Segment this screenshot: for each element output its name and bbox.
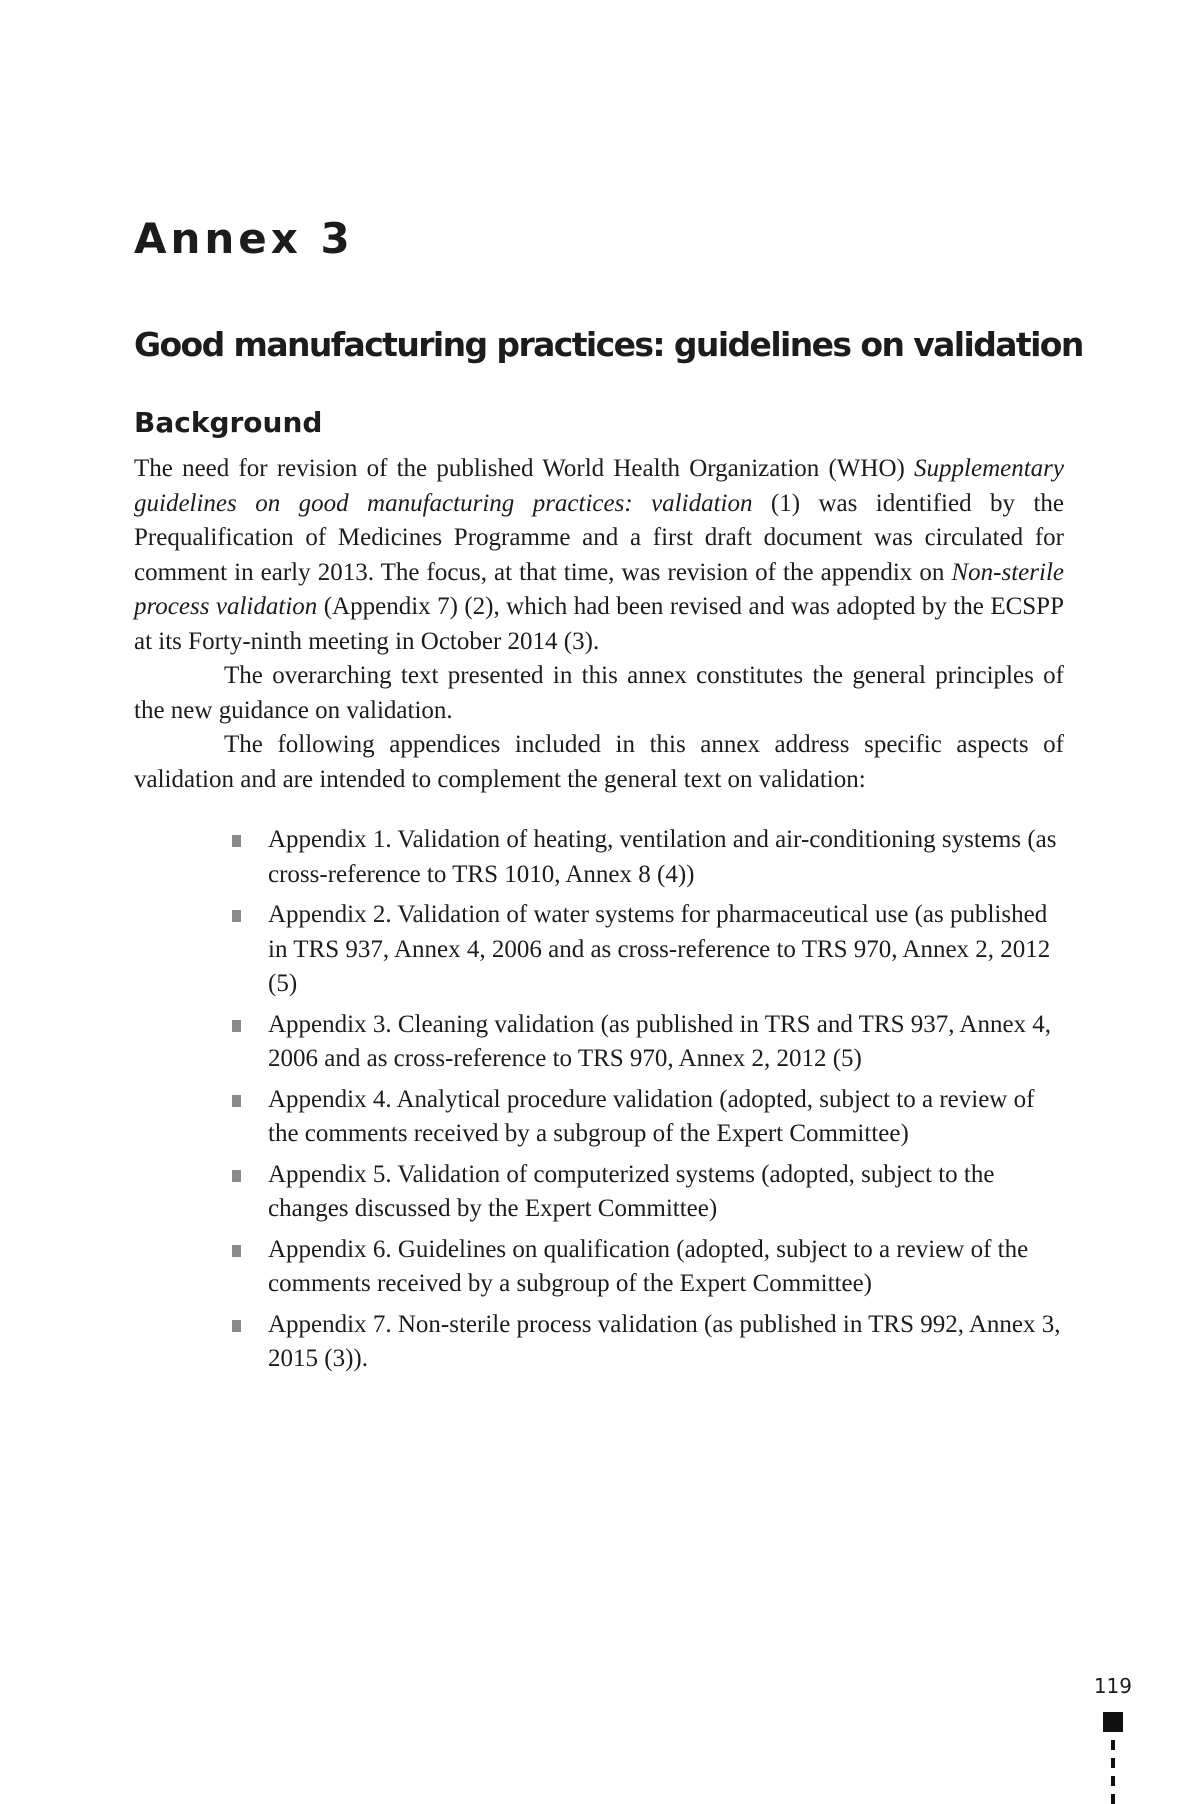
paragraph-3: The following appendices included in this annex address specific aspects of validation and are intended to complement the general text on validation: [134,731,1064,793]
list-item [268,898,1064,1002]
appendix-2-text: Appendix 2. Validation of water systems for pharmaceutical use (as published in TRS 937, Annex 4, 2006 and as cross-reference to TRS 970, Annex 2, 2012 (5) [268,901,1051,997]
bullet-icon [232,1020,241,1032]
appendix-list [134,823,1064,1377]
annex-title: Annex 3 [134,214,354,263]
paragraph-1-part-3: (Appendix 7) (2), which had been revised and was adopted by the ECSPP at its Forty-ninth meeting in October 2014 (3). [134,593,1064,655]
paragraph-1-italic-1: Supplementary guidelines on good manufacturing practices: validation [134,455,1064,517]
list-item [268,1233,1064,1302]
bullet-icon [232,1245,241,1257]
appendix-4-text: Appendix 4. Analytical procedure validation (adopted, subject to a review of the comments received by a subgroup of the Expert Committee) [268,1085,1035,1147]
marker-dash [1111,1794,1115,1804]
appendix-6-text: Appendix 6. Guidelines on qualification (adopted, subject to a review of the comments received by a subgroup of the Expert Committee) [268,1235,1029,1297]
paragraph-2: The overarching text presented in this annex constitutes the general principles of the new guidance on validation. [134,662,1064,724]
body-text [134,452,1064,1383]
section-heading-background: Background [134,406,323,439]
list-item [268,823,1064,892]
paragraph-1 [134,452,1064,659]
marker-dash [1111,1776,1115,1786]
document-title: Good manufacturing practices: guidelines on validation [134,325,1083,364]
appendix-5-text: Appendix 5. Validation of computerized systems (adopted, subject to the changes discussed by the Expert Committee) [268,1160,995,1222]
bullet-icon [232,910,241,922]
appendix-3-text: Appendix 3. Cleaning validation (as published in TRS and TRS 937, Annex 4, 2006 and as cross-reference to TRS 970, Annex 2, 2012 (5) [268,1010,1052,1072]
bullet-icon [232,1320,241,1332]
bullet-icon [232,1095,241,1107]
list-item [268,1158,1064,1227]
paragraph-1-part-1: The need for revision of the published World Health Organization (WHO) [134,455,915,482]
page-number: 119 [1093,1674,1132,1698]
appendix-1-text: Appendix 1. Validation of heating, ventilation and air-conditioning systems (as cross-reference to TRS 1010, Annex 8 (4)) [268,826,1057,888]
paragraph-1-part-2: (1) was identified by the Prequalification of Medicines Programme and a first draft document was circulated for comment in early 2013. The focus, at that time, was revision of the appendix on [134,489,1064,586]
bullet-icon [232,1170,241,1182]
page-marker-icon [1103,1712,1123,1800]
marker-dash [1111,1758,1115,1768]
list-item [268,1308,1064,1377]
paragraph-1-italic-2: Non-sterile process validation [134,558,1064,620]
marker-dash [1111,1740,1115,1750]
marker-square [1103,1712,1123,1732]
bullet-icon [232,835,241,847]
list-item [268,1008,1064,1077]
list-item [268,1083,1064,1152]
appendix-7-text: Appendix 7. Non-sterile process validation (as published in TRS 992, Annex 3, 2015 (3)). [268,1310,1061,1372]
